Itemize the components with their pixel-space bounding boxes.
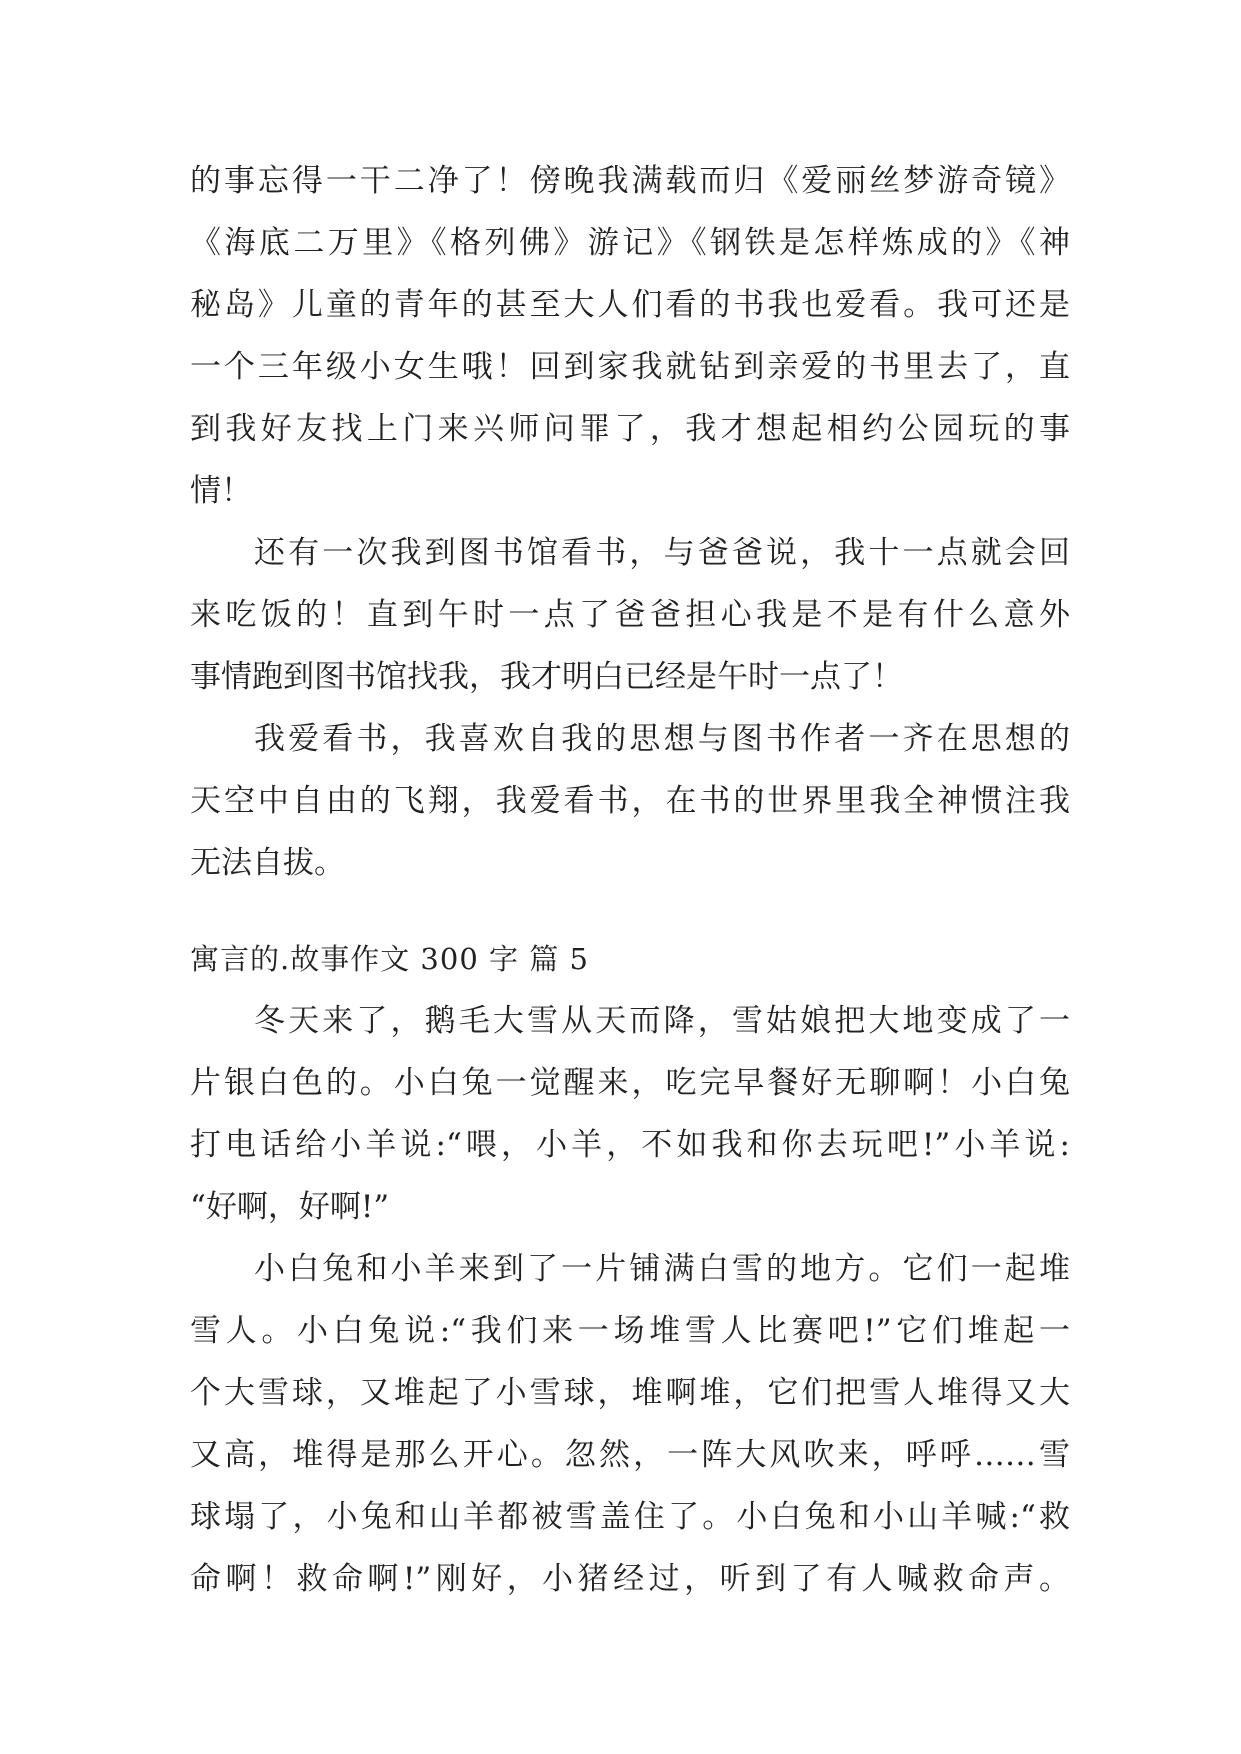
paragraph-line: 球塌了，小兔和山羊都被雪盖住了。小白兔和小山羊喊:“救 xyxy=(190,1499,1070,1535)
paragraph-line: 冬天来了，鹅毛大雪从天而降，雪姑娘把大地变成了一 xyxy=(254,1003,1070,1039)
paragraph-line: “好啊，好啊!” xyxy=(190,1189,390,1225)
paragraph-line: 秘岛》儿童的青年的甚至大人们看的书我也爱看。我可还是 xyxy=(190,287,1070,323)
paragraph-line: 片银白色的。小白兔一觉醒来，吃完早餐好无聊啊！小白兔 xyxy=(190,1065,1070,1101)
paragraph-line: 到我好友找上门来兴师问罪了，我才想起相约公园玩的事 xyxy=(190,411,1070,447)
paragraph-line: 的事忘得一干二净了！傍晚我满载而归《爱丽丝梦游奇镜》 xyxy=(190,163,1070,199)
paragraph-line: 无法自拔。 xyxy=(190,845,345,881)
paragraph-line: 又高，堆得是那么开心。忽然，一阵大风吹来，呼呼……雪 xyxy=(190,1437,1070,1473)
paragraph-line: 我爱看书，我喜欢自我的思想与图书作者一齐在思想的 xyxy=(254,721,1070,757)
paragraph-line: 个大雪球，又堆起了小雪球，堆啊堆，它们把雪人堆得又大 xyxy=(190,1375,1070,1411)
paragraph-line: 《海底二万里》《格列佛》游记》《钢铁是怎样炼成的》《神 xyxy=(190,225,1070,261)
paragraph-line: 天空中自由的飞翔，我爱看书，在书的世界里我全神惯注我 xyxy=(190,783,1070,819)
paragraph-line: 事情跑到图书馆找我，我才明白已经是午时一点了！ xyxy=(190,659,903,695)
paragraph-line: 命啊！救命啊!”刚好，小猪经过，听到了有人喊救命声。 xyxy=(190,1561,1070,1597)
paragraph-line: 一个三年级小女生哦！回到家我就钻到亲爱的书里去了，直 xyxy=(190,349,1070,385)
paragraph-line: 来吃饭的！直到午时一点了爸爸担心我是不是有什么意外 xyxy=(190,597,1070,633)
section-heading: 寓言的.故事作文 300 字 篇 5 xyxy=(190,942,589,976)
paragraph-line: 还有一次我到图书馆看书，与爸爸说，我十一点就会回 xyxy=(254,535,1070,571)
paragraph-line: 打电话给小羊说:“喂，小羊，不如我和你去玩吧!”小羊说: xyxy=(190,1127,1070,1163)
paragraph-line: 情！ xyxy=(190,473,252,509)
paragraph-line: 小白兔和小羊来到了一片铺满白雪的地方。它们一起堆 xyxy=(254,1251,1070,1287)
paragraph-line: 雪人。小白兔说:“我们来一场堆雪人比赛吧!”它们堆起一 xyxy=(190,1313,1070,1349)
